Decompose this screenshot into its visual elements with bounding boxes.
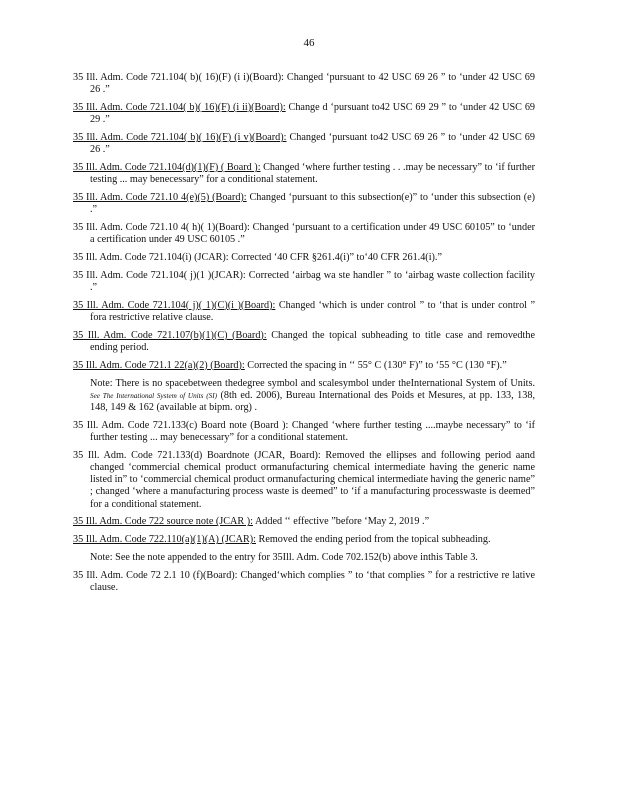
entry-text: Changed ‘where further testing ....maybe necessary” to ‘if further testing ... may benecessary” for a conditional statement. xyxy=(90,419,536,443)
entry-text: Changed ‘pursuant to this subsection(e)” to ‘under this subsection (e) .” xyxy=(90,192,536,216)
entry-body xyxy=(73,222,535,246)
entry-text: Removed the ending period from the topical subheading. xyxy=(258,534,491,546)
entry-body xyxy=(73,300,535,324)
entry-text: Changed‘which complies ” to ‘that complies ” for a restrictive re lative clause. xyxy=(90,569,536,593)
entry-citation: 35 Ill. Adm. Code 721.104( j)( 1)(C)(i )(Board): xyxy=(73,299,276,311)
entry-body xyxy=(73,192,535,216)
revision-entry xyxy=(73,252,535,264)
entry-body xyxy=(73,516,535,528)
entry-body xyxy=(73,360,535,372)
entry-body xyxy=(73,270,535,294)
revision-entry xyxy=(73,330,535,354)
revision-entry xyxy=(73,132,535,156)
entry-text: Corrected ‘40 CFR §261.4(i)” to‘40 CFR 261.4(i).” xyxy=(231,252,442,263)
entry-text: Removed the ellipses and following period aand changed ‘commercial chemical product ormanufacturing chemical intermediate having the generic name listed in” to ‘commercial chemical product ormanufacturing chemical intermediate having the generic name” ; changed ‘where a manufacturing process waste is deemed” to ‘if a manufacturing processwaste is deemed” for a conditional statement. xyxy=(90,449,535,510)
entry-text: Corrected the spacing in ‘‘ 55° C (130° F)” to ‘55 °C (130 °F).” xyxy=(247,359,507,371)
entry-body xyxy=(73,570,535,594)
entry-text: Changed ‘which is under control ” to ‘that is under control ” fora restrictive relative clause. xyxy=(90,299,535,323)
revision-entry xyxy=(73,534,535,546)
revision-entry xyxy=(73,270,535,294)
entry-body xyxy=(73,534,535,546)
entry-citation: 35 Ill. Adm. Code 721.104( b)( 16)(F) (i v)(Board): xyxy=(73,132,287,143)
entry-text: Changed ‘pursuant to 42 USC 69 26 ” to ‘under 42 USC 69 26 .” xyxy=(90,72,535,96)
revision-entry xyxy=(73,222,535,246)
entry-citation: 35 Ill. Adm. Code 722 source note (JCAR ): xyxy=(73,516,253,528)
entry-citation: 35 Ill. Adm. Code 721.10 4( h)( 1)(Board): xyxy=(73,222,250,233)
revision-entry xyxy=(73,516,535,528)
entry-text: Added ‘‘ effective ”before ‘May 2, 2019 .” xyxy=(254,516,430,528)
entry-citation: 35 Ill. Adm. Code 721.104(i) (JCAR): xyxy=(73,252,229,263)
entry-text: Changed ‘pursuant to42 USC 69 26 ” to ‘under 42 USC 69 26 .” xyxy=(90,132,535,156)
entry-citation: 35 Ill. Adm. Code 721.104( j)(1 )(JCAR): xyxy=(73,269,246,281)
entry-citation: 35 Ill. Adm. Code 721.10 4(e)(5) (Board): xyxy=(73,192,247,203)
revision-list xyxy=(73,72,535,600)
revision-entry xyxy=(73,102,535,126)
entry-text: Changed the topical subheading to title case and removedthe ending period. xyxy=(90,329,535,353)
entry-text: Corrected ‘airbag wa ste handler ” to ‘airbag waste collection facility .” xyxy=(90,269,535,293)
revision-entry xyxy=(73,300,535,324)
entry-body xyxy=(73,420,535,444)
entry-citation: 35 Ill. Adm. Code 721.104( b)( 16)(F) (i i)(Board): xyxy=(73,72,284,83)
entry-citation: 35 Ill. Adm. Code 721.104( b)( 16)(F) (i ii)(Board): xyxy=(73,102,286,113)
revision-entry xyxy=(73,72,535,96)
entry-body xyxy=(73,162,535,186)
entry-body xyxy=(73,450,535,511)
entry-citation: 35 Ill. Adm. Code 721.1 22(a)(2) (Board): xyxy=(73,359,245,371)
entry-citation: 35 Ill. Adm. Code 722.110(a)(1)(A) (JCAR): xyxy=(73,534,256,546)
entry-body xyxy=(73,330,535,354)
note-cross-reference: Note: See the note appended to the entry for 35Ill. Adm. Code 702.152(b) above inthis Table 3. xyxy=(90,552,478,563)
revision-entry xyxy=(73,450,535,511)
entry-body xyxy=(73,132,535,156)
entry-text: Changed ‘where further testing . . .may be necessary” to ‘if further testing ... may benecessary” for a conditional statement. xyxy=(90,162,536,186)
entry-citation: 35 Ill. Adm. Code 721.107(b)(1)(C) (Board): xyxy=(73,329,267,341)
revision-entry xyxy=(73,420,535,444)
entry-body xyxy=(73,252,535,264)
entry-text: Changed ‘pursuant to a certification under 49 USC 60105” to ‘under a certification under 49 USC 60105 .” xyxy=(90,222,535,246)
revision-entry xyxy=(73,162,535,186)
entry-citation: 35 Ill. Adm. Code 721.104(d)(1)(F) ( Board ): xyxy=(73,162,261,173)
page-number: 46 xyxy=(303,37,315,49)
entry-body xyxy=(73,102,535,126)
entry-text: Change d ‘pursuant to42 USC 69 29 ” to ‘under 42 USC 69 29 .” xyxy=(90,102,536,126)
revision-entry xyxy=(73,570,535,594)
entry-citation: 35 Ill. Adm. Code 721.133(c) Board note (Board ): xyxy=(73,419,289,431)
entry-body xyxy=(73,72,535,96)
entry-citation: 35 Ill. Adm. Code 721.133(d) Boardnote (JCAR, Board): xyxy=(73,449,321,461)
entry-citation: 35 Ill. Adm. Code 72 2.1 10 (f)(Board): xyxy=(73,569,238,581)
note-si-units: Note: There is no spacebetween thedegree symbol and scalesymbol under theInternational System of Units. See The International System of Units (SI) (8th ed. 2006), Bureau International des Poids et Mesures, at pp. 133, 138, 148, 149 & 162 (available at bipm. org) . xyxy=(90,377,535,413)
revision-entry xyxy=(73,360,535,372)
revision-entry xyxy=(73,192,535,216)
